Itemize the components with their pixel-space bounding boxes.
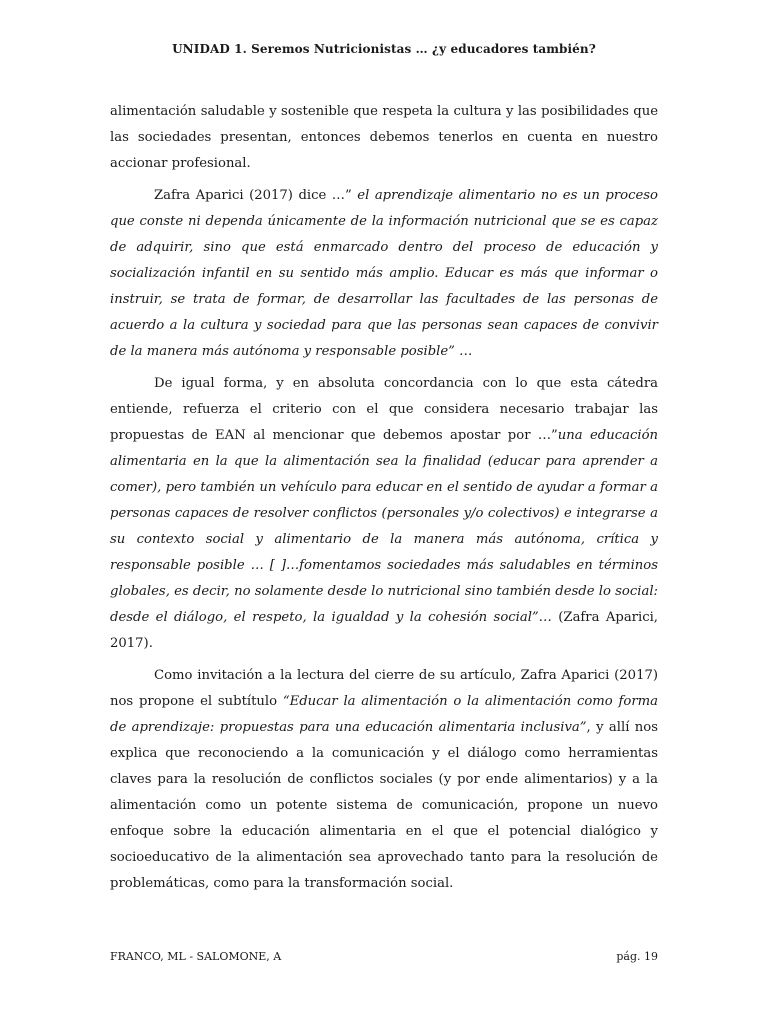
paragraph-2 bbox=[110, 183, 658, 365]
paragraph-2-text: Zafra Aparici (2017) dice …” bbox=[154, 188, 352, 203]
paragraph-3 bbox=[110, 371, 658, 657]
paragraph-3-citation: (Zafra Aparici, 2017). bbox=[110, 610, 658, 651]
paragraph-4 bbox=[110, 663, 658, 897]
paragraph-1-text: alimentación saludable y sostenible que respeta la cultura y las posibilidades que las sociedades presentan, entonces debemos tenerlos en cuenta en nuestro accionar profesional. bbox=[110, 104, 658, 171]
paragraph-3-quote: una educación alimentaria en la que la alimentación sea la finalidad (educar para aprender a comer), pero también un vehículo para educar en el sentido de ayudar a formar a personas capaces de resolver conflictos (personales y/o colectivos) e integrarse a su contexto social y alimentario de la manera más autónoma, crítica y responsable posible … [ ]…fomentamos sociedades más saludables en términos globales, es decir, no solamente desde lo nutricional sino también desde lo social: desde el diálogo, el respeto, la igualdad y la cohesión social”… bbox=[110, 428, 658, 625]
page-header: UNIDAD 1. Seremos Nutricionistas … ¿y educadores también? bbox=[172, 42, 596, 56]
paragraph-4-quote: “Educar la alimentación o la alimentación como forma de aprendizaje: propuestas para una educación alimentaria inclusiva” bbox=[110, 694, 658, 735]
footer-page-number: pág. 19 bbox=[616, 950, 658, 963]
paragraph-4-text-end: , y allí nos explica que reconociendo a la comunicación y el diálogo como herramientas claves para la resolución de conflictos sociales (y por ende alimentarios) y a la alimentación como un potente sistema de comunicación, propone un nuevo enfoque sobre la educación alimentaria en el que el potencial dialógico y socioeducativo de la alimentación sea aprovechado tanto para la resolución de problemáticas, como para la transformación social. bbox=[110, 720, 659, 891]
footer-authors: FRANCO, ML - SALOMONE, A bbox=[110, 950, 282, 963]
paragraph-2-quote: el aprendizaje alimentario no es un proceso que conste ni dependa únicamente de la información nutricional que se es capaz de adquirir, sino que está enmarcado dentro del proceso de educación y socialización infantil en su sentido más amplio. Educar es más que informar o instruir, se trata de formar, de desarrollar las facultades de las personas de acuerdo a la cultura y sociedad para que las personas sean capaces de convivir de la manera más autónoma y responsable posible” … bbox=[110, 188, 658, 359]
paragraph-4-text: Como invitación a la lectura del cierre de su artículo, Zafra Aparici (2017) nos propone el subtítulo bbox=[110, 668, 658, 709]
document-body bbox=[110, 99, 658, 903]
paragraph-3-text: De igual forma, y en absoluta concordancia con lo que esta cátedra entiende, refuerza el criterio con el que considera necesario trabajar las propuestas de EAN al mencionar que debemos apostar por …” bbox=[110, 376, 658, 443]
paragraph-1 bbox=[110, 99, 658, 177]
